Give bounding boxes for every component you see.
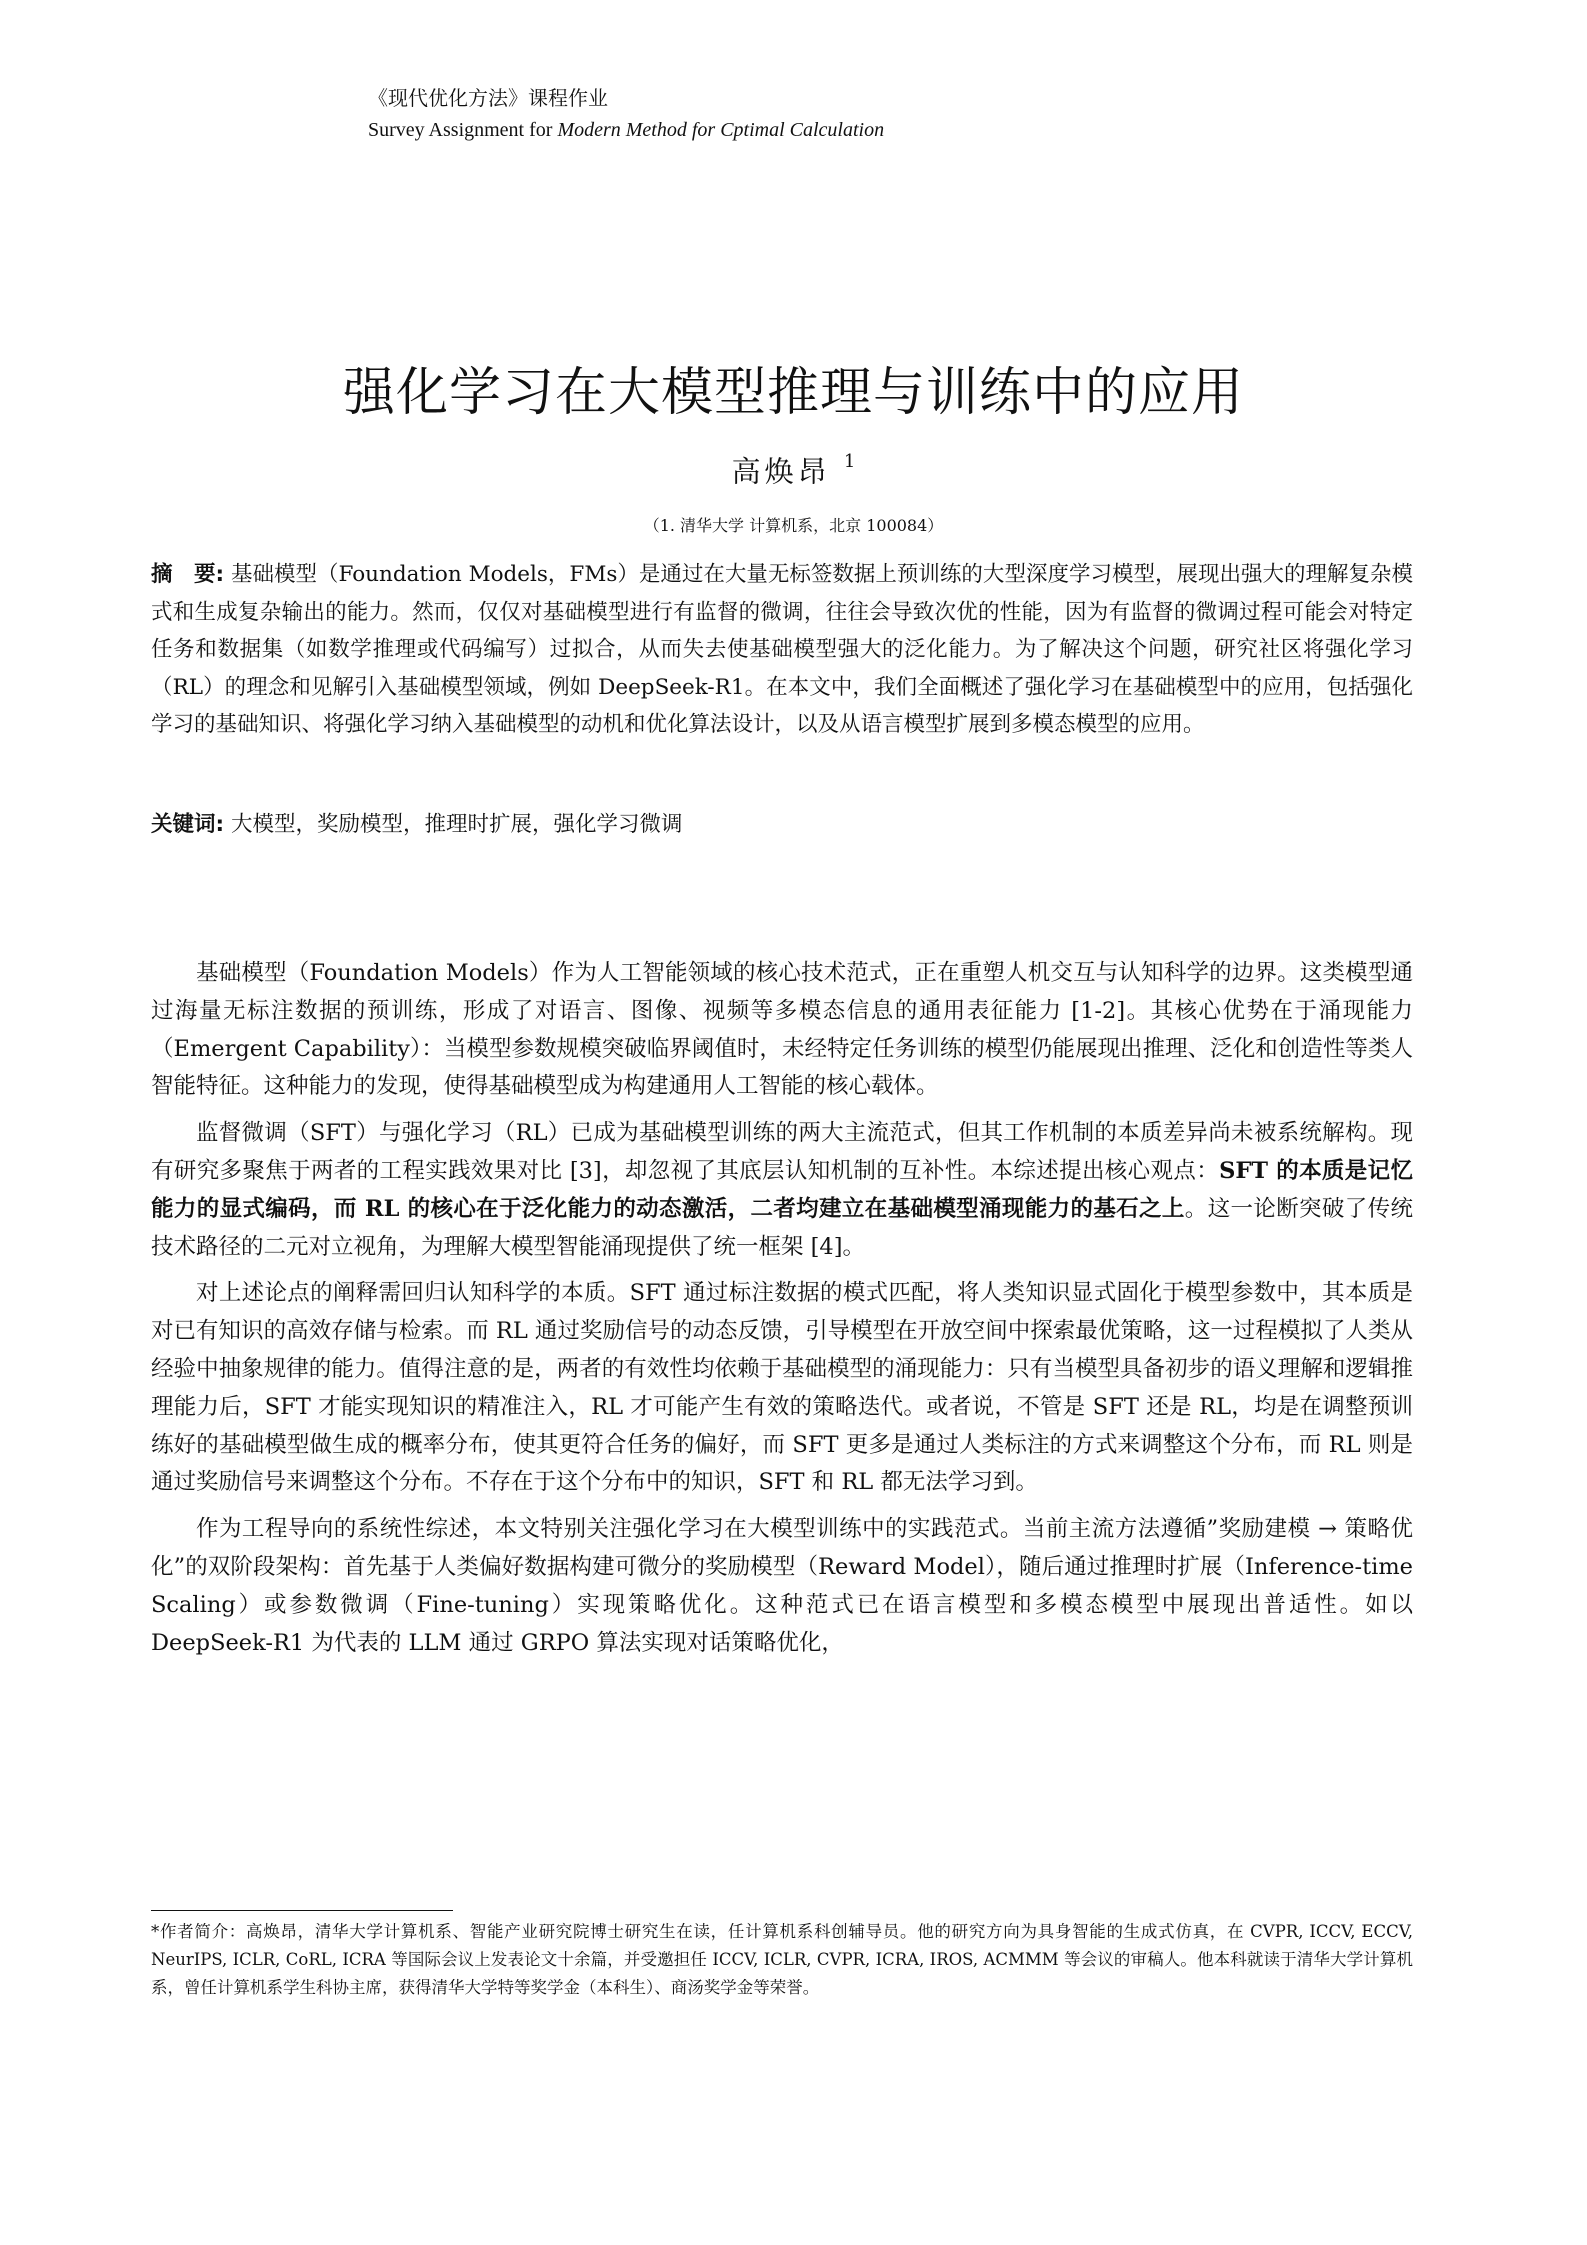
author-affiliation-mark: 1 <box>843 451 856 472</box>
paper-title: 强化学习在大模型推理与训练中的应用 <box>342 363 1244 423</box>
affiliation: （1. 清华大学 计算机系，北京 100084） <box>643 516 944 535</box>
author-line <box>0 446 1587 492</box>
abstract-text: 基础模型（Foundation Models，FMs）是通过在大量无标签数据上预训练的大型深度学习模型，展现出强大的理解复杂模式和生成复杂输出的能力。然而，仅仅对基础模型进行有监督的微调，往往会导致次优的性能，因为有监督的微调过程可能会对特定任务和数据集（如数学推理或代码编写）过拟合，从而失去使基础模型强大的泛化能力。为了解决这个问题，研究社区将强化学习（RL）的理念和见解引入基础模型领域，例如 DeepSeek-R1。在本文中，我们全面概述了强化学习在基础模型中的应用，包括强化学习的基础知识、将强化学习纳入基础模型的动机和优化算法设计，以及从语言模型扩展到多模态模型的应用。 <box>151 562 1413 737</box>
author-footnote: *作者简介：高焕昂，清华大学计算机系、智能产业研究院博士研究生在读，任计算机系科创辅导员。他的研究方向为具身智能的生成式仿真，在 CVPR, ICCV, ECCV, NeurIPS, ICLR, CoRL, ICRA 等国际会议上发表论文十余篇，并受邀担任 ICCV, ICLR, CVPR, ICRA, IROS, ACMMM 等会议的审稿人。他本科就读于清华大学计算机系，曾任计算机系学生科协主席，获得清华大学特等奖学金（本科生）、商汤奖学金等荣誉。 <box>151 1922 1413 1997</box>
keywords <box>151 806 1413 844</box>
course-line: 《现代优化方法》课程作业 <box>368 86 608 110</box>
keywords-text: 大模型，奖励模型，推理时扩展，强化学习微调 <box>224 812 683 837</box>
abstract <box>151 556 1413 744</box>
english-course-name: Modern Method for Cptimal Calculation <box>557 119 885 141</box>
footnote-divider <box>151 1910 453 1911</box>
paragraph-2-emphasis: SFT 的本质是记忆能力的显式编码，而 RL 的核心在于泛化能力的动态激活，二者均建立在基础模型涌现能力的基石之上 <box>151 1157 1413 1222</box>
body-text <box>151 955 1413 1671</box>
paragraph-1: 基础模型（Foundation Models）作为人工智能领域的核心技术范式，正在重塑人机交互与认知科学的边界。这类模型通过海量无标注数据的预训练，形成了对语言、图像、视频等多模态信息的通用表征能力 [1-2]。其核心优势在于涌现能力（Emergent Capability）：当模型参数规模突破临界阈值时，未经特定任务训练的模型仍能展现出推理、泛化和创造性等类人智能特征。这种能力的发现，使得基础模型成为构建通用人工智能的核心载体。 <box>151 960 1413 1100</box>
author-name: 高焕昂 <box>731 454 831 489</box>
course-header <box>368 82 884 146</box>
paragraph-4: 作为工程导向的系统性综述，本文特别关注强化学习在大模型训练中的实践范式。当前主流方法遵循”奖励建模 → 策略优化”的双阶段架构：首先基于人类偏好数据构建可微分的奖励模型（Reward Model），随后通过推理时扩展（Inference-time Scaling）或参数微调（Fine-tuning）实现策略优化。这种范式已在语言模型和多模态模型中展现出普适性。如以 DeepSeek-R1 为代表的 LLM 通过 GRPO 算法实现对话策略优化， <box>151 1516 1413 1656</box>
english-course-line <box>368 114 884 146</box>
paragraph-2 <box>151 1115 1413 1266</box>
english-prefix: Survey Assignment for <box>368 119 558 141</box>
paragraph-2-start: 监督微调（SFT）与强化学习（RL）已成为基础模型训练的两大主流范式，但其工作机制的本质差异尚未被系统解构。现有研究多聚焦于两者的工程实践效果对比 [3]，却忽视了其底层认知机制的互补性。本综述提出核心观点： <box>151 1120 1413 1184</box>
paragraph-3: 对上述论点的阐释需回归认知科学的本质。SFT 通过标注数据的模式匹配，将人类知识显式固化于模型参数中，其本质是对已有知识的高效存储与检索。而 RL 通过奖励信号的动态反馈，引导模型在开放空间中探索最优策略，这一过程模拟了人类从经验中抽象规律的能力。值得注意的是，两者的有效性均依赖于基础模型的涌现能力：只有当模型具备初步的语义理解和逻辑推理能力后，SFT 才能实现知识的精准注入，RL 才可能产生有效的策略迭代。或者说，不管是 SFT 还是 RL，均是在调整预训练好的基础模型做生成的概率分布，使其更符合任务的偏好，而 SFT 更多是通过人类标注的方式来调整这个分布，而 RL 则是通过奖励信号来调整这个分布。不存在于这个分布中的知识，SFT 和 RL 都无法学习到。 <box>151 1280 1413 1496</box>
keywords-label: 关键词: <box>151 812 225 837</box>
abstract-label: 摘 要: <box>151 562 225 587</box>
paragraph-2-end: 。这一论断突破了传统技术路径的二元对立视角，为理解大模型智能涌现提供了统一框架 [4]。 <box>151 1195 1413 1260</box>
